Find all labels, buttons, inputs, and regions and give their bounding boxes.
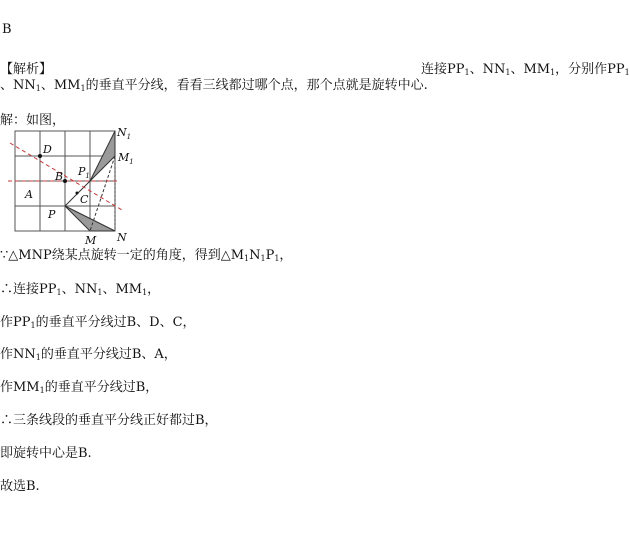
analysis-lead-right: 连接$PP_1$、$NN_1$、$MM_1$，分别作$PP_1$	[421, 62, 630, 77]
solution-intro: 解：如图，	[0, 113, 66, 128]
label-b: B	[55, 170, 64, 183]
label-n: N	[117, 231, 127, 244]
answer-text: B	[2, 22, 12, 37]
label-m: M	[85, 234, 97, 247]
label-p1: $P_1$	[78, 165, 90, 180]
step-5: 作$MM_1$的垂直平分线过B，	[0, 380, 159, 395]
label-p: P	[48, 208, 56, 221]
analysis-line-2: 、$NN_1$、$MM_1$的垂直平分线，看看三线都过哪个点，那个点就是旋转中心.	[0, 78, 428, 93]
step-7: 即旋转中心是B.	[0, 446, 92, 461]
step-3: 作$PP_1$的垂直平分线过B、D、C，	[0, 315, 196, 330]
point-c	[76, 192, 79, 195]
point-d	[38, 154, 42, 158]
step-4: 作$NN_1$的垂直平分线过B、A，	[0, 347, 177, 362]
rotation-figure	[0, 126, 140, 251]
step-6: ∴三条线段的垂直平分线正好都过B，	[0, 413, 218, 428]
label-d: D	[43, 143, 52, 156]
step-1: ∵△MNP绕某点旋转一定的角度，得到$\triangle M_1N_1P_1$，	[0, 248, 293, 263]
label-a: A	[25, 188, 33, 201]
analysis-header: 【解析】	[0, 62, 53, 77]
label-n1: $N_1$	[117, 126, 132, 141]
point-b	[63, 179, 67, 183]
step-8: 故选B.	[0, 479, 40, 494]
label-m1: $M_1$	[118, 151, 134, 166]
label-c: C	[80, 193, 89, 206]
step-2: ∴连接$PP_1$、$NN_1$、$MM_1$，	[0, 282, 161, 297]
